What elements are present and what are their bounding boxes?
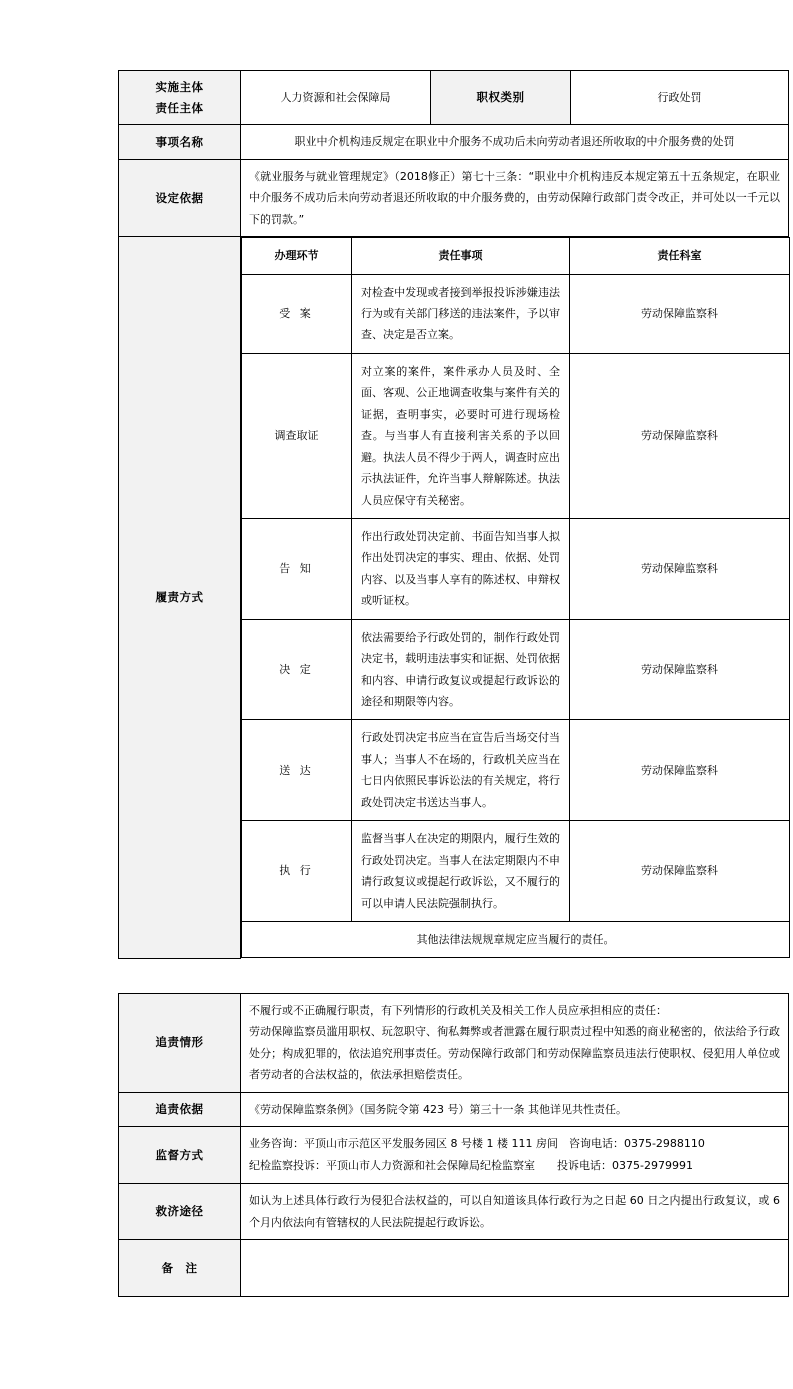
column-header-duty: 责任事项 [352,238,570,274]
label-accountability-basis: 追责依据 [119,1092,241,1126]
duty-table-header-row [242,238,790,274]
table-row-supervision [119,1127,789,1184]
step-department: 劳动保障监察科 [570,274,790,353]
table-row-duty-method [119,237,789,959]
table-row-item-name [119,125,789,159]
table-row [242,619,790,720]
label-item-name: 事项名称 [119,125,241,159]
label-line-2: 责任主体 [155,100,204,115]
table-row-remedy [119,1184,789,1240]
accountability-line-2: 劳动保障监察员滥用职权、玩忽职守、徇私舞弊或者泄露在履行职责过程中知悉的商业秘密的，依法给予行政处分；构成犯罪的，依法追究刑事责任。劳动保障行政部门和劳动保障监察员违法行使职权、侵犯用人单位或者劳动者的合法权益的，依法承担赔偿责任。 [249,1025,780,1082]
power-list-table-bottom [118,993,789,1297]
value-legal-basis: 《就业服务与就业管理规定》（2018修正）第七十三条：“职业中介机构违反本规定第五十五条规定，在职业中介服务不成功后未向劳动者退还所收取的中介服务费的，由劳动保障行政部门责令改正，并可处以一千元以下的罚款。” [241,159,789,236]
step-department: 劳动保障监察科 [570,353,790,518]
step-duty: 依法需要给予行政处罚的，制作行政处罚决定书，载明违法事实和证据、处罚依据和内容、申请行政复议或提起行政诉讼的途径和期限等内容。 [352,619,570,720]
label-legal-basis: 设定依据 [119,159,241,236]
supervision-line-2: 纪检监察投诉：平顶山市人力资源和社会保障局纪检监察室 投诉电话：0375-2979991 [249,1159,693,1173]
value-power-category: 行政处罚 [571,71,789,125]
table-row-accountability-basis [119,1092,789,1126]
label-supervision-method: 监督方式 [119,1127,241,1184]
value-implementation-subject: 人力资源和社会保障局 [241,71,431,125]
duty-footer-note: 其他法律法规规章规定应当履行的责任。 [242,921,790,957]
document-page [118,70,788,1297]
label-accountability-situation: 追责情形 [119,993,241,1092]
value-remedy-path: 如认为上述具体行政行为侵犯合法权益的，可以自知道该具体行政行为之日起 60 日之内提出行政复议，或 6 个月内依法向有管辖权的人民法院提起行政诉讼。 [241,1184,789,1240]
label-power-category: 职权类别 [431,71,571,125]
step-duty: 作出行政处罚决定前、书面告知当事人拟作出处罚决定的事实、理由、依据、处罚内容、以及当事人享有的陈述权、申辩权或听证权。 [352,518,570,619]
table-row-subject [119,71,789,125]
step-stage: 告 知 [242,518,352,619]
table-row [242,821,790,922]
step-department: 劳动保障监察科 [570,518,790,619]
step-department: 劳动保障监察科 [570,720,790,821]
step-duty: 对检查中发现或者接到举报投诉涉嫌违法行为或有关部门移送的违法案件，予以审查、决定是否立案。 [352,274,570,353]
table-row-accountability-situation [119,993,789,1092]
step-stage: 送 达 [242,720,352,821]
label-duty-method: 履责方式 [119,237,241,959]
value-accountability-basis: 《劳动保障监察条例》（国务院令第 423 号）第三十一条 其他详见共性责任。 [241,1092,789,1126]
step-duty: 对立案的案件，案件承办人员及时、全面、客观、公正地调查收集与案件有关的证据，查明事实，必要时可进行现场检查。与当事人有直接利害关系的予以回避。执法人员不得少于两人，调查时应出示执法证件，允许当事人辩解陈述。执法人员应保守有关秘密。 [352,353,570,518]
step-department: 劳动保障监察科 [570,619,790,720]
label-line-1: 实施主体 [155,80,204,94]
duty-method-container [241,237,789,959]
table-row-remark [119,1239,789,1296]
label-implementation-subject [119,71,241,125]
column-header-stage: 办理环节 [242,238,352,274]
step-stage: 受 案 [242,274,352,353]
step-duty: 行政处罚决定书应当在宣告后当场交付当事人；当事人不在场的，行政机关应当在七日内依照民事诉讼法的有关规定，将行政处罚决定书送达当事人。 [352,720,570,821]
step-stage: 执 行 [242,821,352,922]
table-gap-spacer [118,959,788,993]
power-list-table-top [118,70,789,959]
value-accountability-situation [241,993,789,1092]
supervision-line-1: 业务咨询：平顶山市示范区平发服务园区 8 号楼 1 楼 111 房间 咨询电话：0375-2988110 [249,1137,705,1151]
accountability-line-1: 不履行或不正确履行职责，有下列情形的行政机关及相关工作人员应承担相应的责任： [249,1003,667,1017]
table-row [242,720,790,821]
table-row [242,274,790,353]
value-item-name: 职业中介机构违反规定在职业中介服务不成功后未向劳动者退还所收取的中介服务费的处罚 [241,125,789,159]
label-remark: 备 注 [119,1239,241,1296]
duty-table-footer-row [242,921,790,957]
label-remedy-path: 救济途径 [119,1184,241,1240]
step-stage: 调查取证 [242,353,352,518]
step-department: 劳动保障监察科 [570,821,790,922]
column-header-department: 责任科室 [570,238,790,274]
value-supervision-method [241,1127,789,1184]
table-row [242,353,790,518]
value-remark [241,1239,789,1296]
table-row [242,518,790,619]
step-stage: 决 定 [242,619,352,720]
step-duty: 监督当事人在决定的期限内，履行生效的行政处罚决定。当事人在法定期限内不申请行政复议或提起行政诉讼，又不履行的可以申请人民法院强制执行。 [352,821,570,922]
duty-steps-table [241,237,790,958]
table-row-legal-basis [119,159,789,236]
